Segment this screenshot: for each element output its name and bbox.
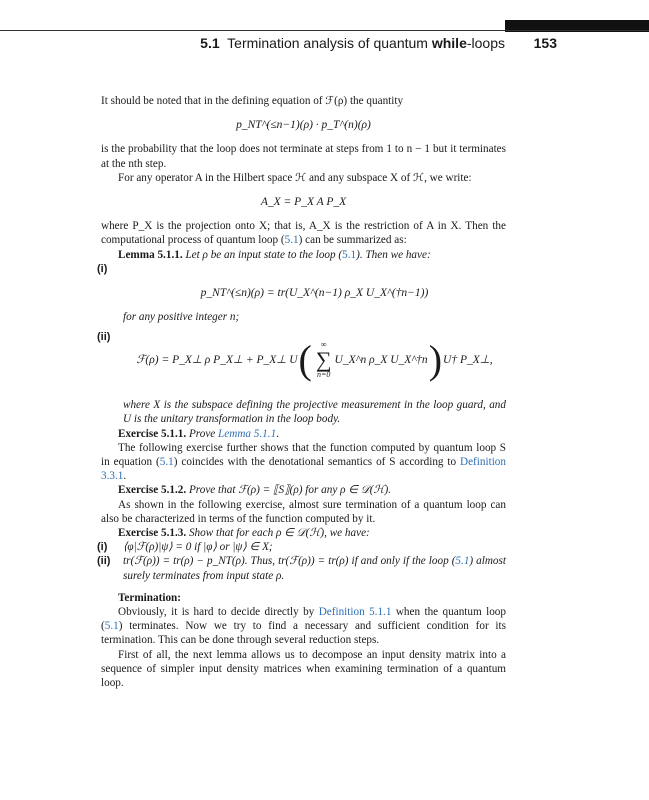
- equation-link[interactable]: 5.1: [104, 620, 119, 633]
- equation: ℱ(ρ) = P_X⊥ ρ P_X⊥ + P_X⊥ U ( ∞ ∑ n=0 U_X^n ρ_X U_X^†n ) U† P_X⊥,: [136, 337, 493, 383]
- equation: A_X = P_X A P_X: [260, 196, 347, 209]
- running-header: [0, 35, 649, 55]
- lemma-item-ii: (ii) ℱ(ρ) = P_X⊥ ρ P_X⊥ + P_X⊥ U ( ∞ ∑ n=0 U_X^n ρ_X U_X^†n ) U† P_X⊥, where X is the subspace defining the projective measurement in the loop guard, and U is the unitary transformation in the loop body.: [97, 331, 506, 426]
- page-number: 153: [533, 35, 557, 51]
- lemma-item-i: (i) p_NT^(≤n)(ρ) = tr(U_X^(n−1) ρ_X U_X^(†n−1)) for any positive integer n;: [101, 262, 506, 324]
- definition-link[interactable]: Definition 5.1.1: [318, 606, 392, 619]
- exercise: Exercise 5.1.3. Show that for each ρ ∈ 𝒟(ℋ), we have:: [118, 527, 370, 540]
- paragraph: As shown in the following exercise, almost sure termination of a quantum loop can also be characterized in terms of the function computed by it.: [101, 498, 506, 525]
- equation: p_NT^(≤n−1)(ρ) · p_T^(n)(ρ): [236, 119, 371, 132]
- header-rule: [0, 30, 649, 31]
- equation-link[interactable]: 5.1: [342, 248, 357, 261]
- summation: ∞ ∑ n=0: [315, 340, 332, 380]
- lemma: Lemma 5.1.1. Let ρ be an input state to the loop (5.1). Then we have:: [118, 248, 431, 261]
- equation-link[interactable]: 5.1: [455, 555, 470, 568]
- paragraph: It should be noted that in the defining equation of ℱ(ρ) the quantity: [101, 95, 404, 107]
- exercise-item-i: (i) ⟨φ|ℱ(ρ)|ψ⟩ = 0 if |φ⟩ or |ψ⟩ ∈ X;: [97, 541, 273, 554]
- equation-link[interactable]: 5.1: [284, 234, 299, 247]
- exercise-item-ii: (ii) tr(ℱ(ρ)) = tr(ρ) − p_NT(ρ). Thus, tr(ℱ(ρ)) = tr(ρ) if and only if the loop (5.1) almost surely terminates from input state ρ.: [97, 555, 506, 582]
- definition-link[interactable]: Definition 3.3.1: [101, 456, 506, 483]
- page-body: [97, 94, 506, 690]
- exercise: Exercise 5.1.1. Prove Lemma 5.1.1.: [118, 427, 279, 440]
- equation: p_NT^(≤n)(ρ) = tr(U_X^(n−1) ρ_X U_X^(†n−1)): [200, 286, 429, 299]
- paragraph: is the probability that the loop does not terminate at steps from 1 to n − 1 but it terminates at the nth step.: [101, 143, 506, 170]
- paragraph: First of all, the next lemma allows us to decompose an input density matrix into a sequence of simpler input density matrices when examining termination of a quantum loop.: [101, 648, 506, 690]
- paragraph: For any operator A in the Hilbert space ℋ and any subspace X of ℋ, we write:: [118, 171, 472, 184]
- section-heading: Termination:: [118, 591, 181, 604]
- equation-link[interactable]: 5.1: [159, 456, 174, 469]
- exercise: Exercise 5.1.2. Prove that ℱ(ρ) = ⟦S⟧(ρ) for any ρ ∈ 𝒟(ℋ).: [118, 484, 392, 497]
- paragraph: Obviously, it is hard to decide directly by Definition 5.1.1 when the quantum loop (5.1) terminates. Now we try to find a necessary and sufficient condition for its termination. This can be done through several reduction steps.: [101, 606, 506, 647]
- paragraph: where P_X is the projection onto X; that is, A_X is the restriction of A in X. Then the computational process of quantum loop (5.1) can be summarized as:: [101, 220, 506, 247]
- section-title: 5.1 Termination analysis of quantum while-loops: [200, 35, 505, 51]
- lemma-link[interactable]: Lemma 5.1.1: [218, 427, 277, 440]
- paragraph: The following exercise further shows that the function computed by quantum loop S in equation (5.1) coincides with the denotational semantics of S according to Definition 3.3.1.: [101, 441, 506, 483]
